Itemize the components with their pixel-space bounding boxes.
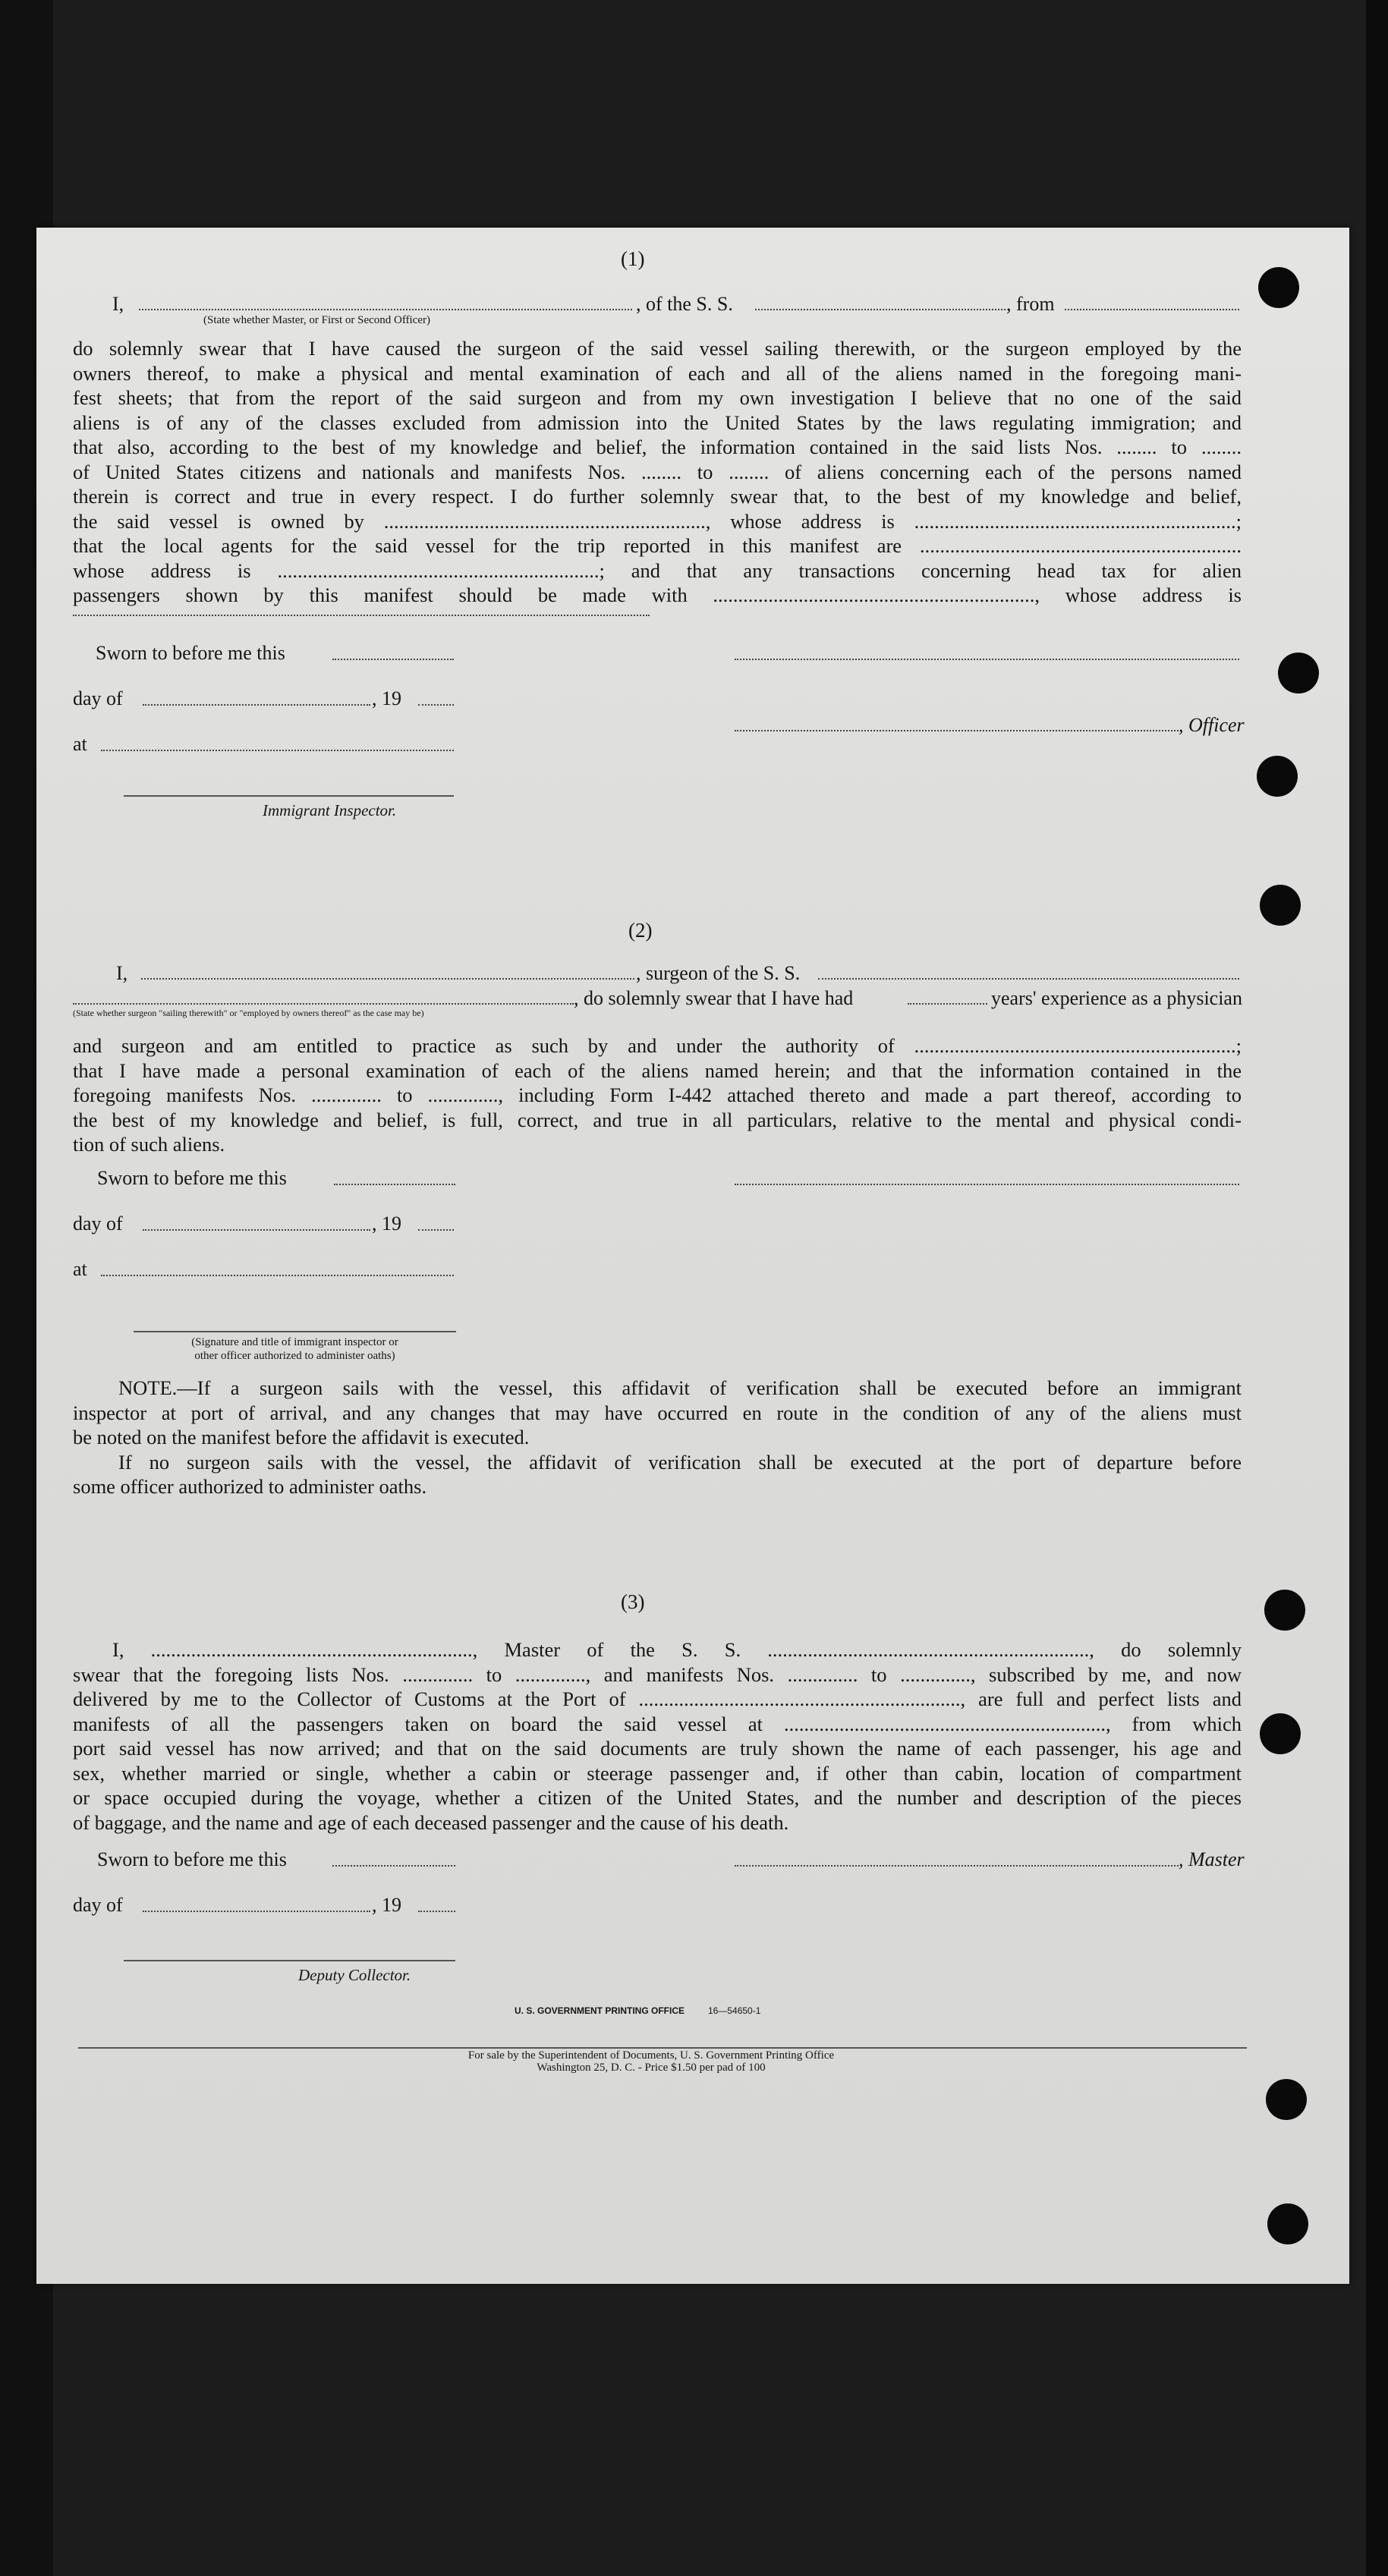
oath-line: aliens is of any of the classes excluded from admission into the United States by the laws regulating immigration; and [73,410,1242,434]
punch-hole [1278,653,1319,694]
oath-line: fest sheets; that from the report of the said surgeon and from my own investigation I believe that no one of the said [73,386,1242,409]
sworn-day-field[interactable] [332,659,454,660]
master-label: , Master [1179,1848,1245,1870]
form-code: 16—54650-1 [708,2005,761,2016]
sworn-day-field[interactable] [334,1184,455,1185]
punch-hole [1258,267,1299,308]
head-tax-address-field[interactable] [73,615,650,616]
sworn-year-field[interactable] [418,704,454,706]
sworn-month-field[interactable] [143,1229,370,1231]
note-line: some officer authorized to administer oaths. [73,1475,427,1498]
sworn-year-field[interactable] [418,1229,454,1231]
oath-line: foregoing manifests Nos. .............. to .............., including Form I-442 attached thereto and made a part thereof, according to [73,1084,1242,1106]
officer-label: , Officer [1179,714,1245,736]
oath-line: do solemnly swear that I have caused the surgeon of the said vessel sailing therewith, or the surgeon employed by the [73,337,1242,360]
swear-label: , do solemnly swear that I have had [574,987,854,1009]
officer-signature-field[interactable] [735,659,1239,660]
oath-line: port said vessel has now arrived; and that on the said documents are truly shown the name of each passenger, his age and [73,1737,1242,1760]
oath-line: or space occupied during the voyage, whether a citizen of the United States, and the number and description of the pieces [73,1786,1242,1809]
deputy-collector-label: Deputy Collector. [298,1966,411,1984]
from-label: , from [1006,293,1055,315]
note-line: inspector at port of arrival, and any changes that may have occurred en route in the condition of any of the aliens must [73,1401,1242,1424]
departure-port-field[interactable] [1065,309,1239,310]
punch-hole [1266,2079,1307,2120]
oath-line: that the local agents for the said vessel for the trip reported in this manifest are ................................................................ [73,534,1242,557]
signature-hint-line: (Signature and title of immigrant inspector or [191,1336,398,1348]
oath-line: I, ................................................................, Master of the S. S. ................................................................, do solemnly [112,1638,1242,1661]
section-3-heading: (3) [621,1590,645,1613]
at-label: at [73,1258,87,1280]
surgeon-vessel-field[interactable] [818,978,1239,980]
inspector-signature-line[interactable] [124,795,454,797]
sworn-place-field[interactable] [101,1275,454,1276]
section-3-oath-text [73,1637,1242,1835]
surgeon-status-hint: (State whether surgeon "sailing therewith" or "employed by owners thereof" as the case may be) [73,1008,424,1018]
oath-line: and surgeon and am entitled to practice as such by and under the authority of ................................................................; [73,1034,1242,1057]
immigrant-inspector-label: Immigrant Inspector. [263,801,397,819]
officer-title-hint: (State whether Master, or First or Second Officer) [203,314,431,326]
oath-line: tion of such aliens. [73,1133,225,1156]
sworn-month-field[interactable] [143,704,370,706]
oath-line: the best of my knowledge and belief, is full, correct, and true in all particulars, relative to the mental and physical condi- [73,1108,1242,1131]
surgeon-signature-field[interactable] [735,1184,1239,1185]
officer-title-signature-field[interactable] [735,730,1179,731]
at-label: at [73,733,87,755]
vessel-name-field[interactable] [755,309,1006,310]
oath-line: of United States citizens and nationals and manifests Nos. ........ to ........ of aliens concerning each of the persons named [73,460,1242,483]
section-2-heading: (2) [628,919,653,942]
section-2-oath-text [73,1033,1242,1157]
signature-title-hint [134,1335,456,1363]
punch-hole [1264,1590,1305,1631]
oath-line: therein is correct and true in every respect. I do further solemnly swear that, to the best of my knowledge and belief, [73,485,1242,508]
note-line: NOTE.—If a surgeon sails with the vessel, this affidavit of verification shall be executed before an immigrant [118,1376,1242,1399]
oath-line: sex, whether married or single, whether a cabin or steerage passenger and, if other than cabin, location of compartment [73,1761,1242,1785]
oath-line: manifests of all the passengers taken on board the said vessel at ................................................................, from which [73,1712,1242,1735]
scan-border-right [1366,0,1388,2576]
oath-line: passengers shown by this manifest should be made with ................................................................, whose address is [73,583,1242,606]
sworn-year-field[interactable] [418,1911,455,1912]
day-of-label: day of [73,687,123,709]
gpo-imprint: U. S. GOVERNMENT PRINTING OFFICE [515,2005,685,2016]
oath-line: delivered by me to the Collector of Customs at the Port of ................................................................, are full and perfect lists and [73,1687,1242,1710]
day-of-label: day of [73,1894,123,1916]
collector-signature-line[interactable] [124,1960,455,1961]
sale-notice-line-2: Washington 25, D. C. - Price $1.50 per pad of 100 [537,2062,766,2074]
note-line: If no surgeon sails with the vessel, the affidavit of verification shall be executed at the port of departure before [118,1450,1242,1474]
inspector-signature-line[interactable] [134,1331,456,1332]
punch-hole [1267,2203,1308,2244]
section-1-heading: (1) [621,247,645,270]
oath-line: that also, according to the best of my knowledge and belief, the information contained in the said lists Nos. ........ to ........ [73,436,1242,458]
year-label: , 19 [372,1213,401,1235]
oath-line: of baggage, and the name and age of each deceased passenger and the cause of his death. [73,1810,789,1834]
oath-line: swear that the foregoing lists Nos. .............. to .............., and manifests Nos. .............. to .............., subscribed by me, and now [73,1662,1242,1686]
oath-line: owners thereof, to make a physical and mental examination of each and all of the aliens named in the foregoing mani- [73,361,1242,385]
oath-i: I, [112,293,124,315]
sworn-label: Sworn to before me this [96,642,285,664]
year-label: , 19 [372,1894,401,1916]
years-experience-label: years' experience as a physician [991,987,1242,1009]
manifest-page [36,228,1349,2284]
sworn-place-field[interactable] [101,750,454,751]
note-text [73,1376,1242,1499]
punch-hole [1260,885,1301,926]
surgeon-status-field[interactable] [73,1003,574,1005]
day-of-label: day of [73,1213,123,1235]
year-label: , 19 [372,687,401,709]
oath-line: that I have made a personal examination of each of the aliens named herein; and that the information contained in the [73,1058,1242,1082]
punch-hole [1260,1713,1301,1754]
surgeon-of-ss-label: , surgeon of the S. S. [636,962,801,984]
sale-notice-line-1: For sale by the Superintendent of Documents, U. S. Government Printing Office [467,2049,835,2062]
sworn-day-field[interactable] [332,1865,455,1867]
sworn-month-field[interactable] [143,1911,370,1912]
oath-line: whose address is ................................................................; and that any transactions concerning head tax for alien [73,558,1242,582]
surgeon-name-field[interactable] [141,978,634,980]
signature-hint-line: other officer authorized to administer oaths) [194,1350,395,1362]
master-signature-field[interactable] [735,1865,1179,1867]
punch-hole [1257,756,1298,797]
section-1-oath-text [73,336,1242,608]
note-line: be noted on the manifest before the affidavit is executed. [73,1426,530,1448]
sworn-label: Sworn to before me this [97,1167,287,1189]
of-ss-label: , of the S. S. [636,293,733,315]
sworn-label: Sworn to before me this [97,1848,287,1870]
years-experience-field[interactable] [908,1003,987,1005]
officer-title-field[interactable] [139,309,632,310]
oath-line: the said vessel is owned by ................................................................, whose address is ................................................................; [73,509,1242,533]
surgeon-i: I, [116,962,128,984]
